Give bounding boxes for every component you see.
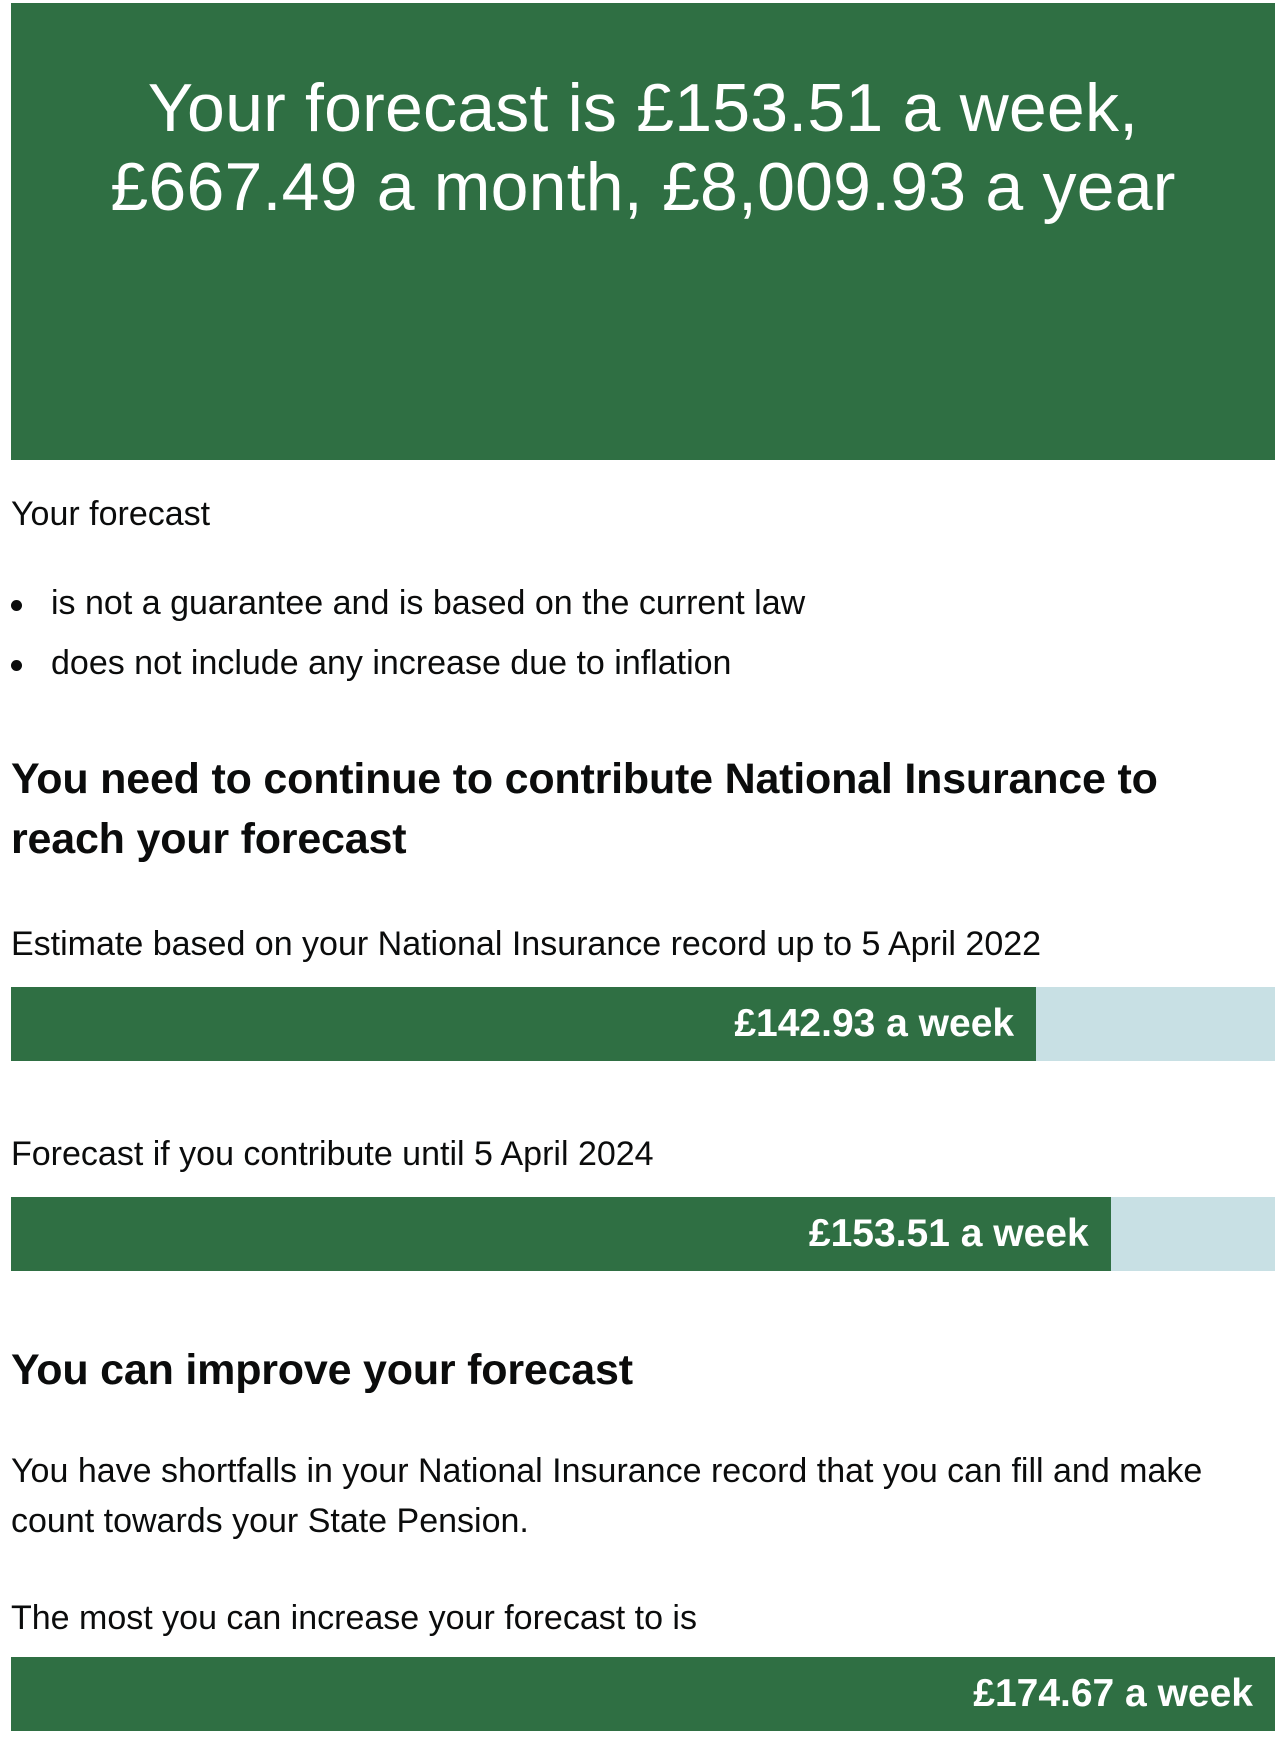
caveat-item: is not a guarantee and is based on the current law	[11, 583, 805, 623]
forecast-panel	[11, 3, 1275, 460]
forecast-summary-title: Your forecast is £153.51 a week, £667.49 a month, £8,009.93 a year	[110, 70, 1176, 225]
max-forecast-bar-fill: £174.67 a week	[11, 1657, 1275, 1731]
forecast-bar	[11, 1197, 1275, 1271]
estimate-label: Estimate based on your National Insurance record up to 5 April 2022	[11, 925, 1042, 963]
shortfalls-description: You have shortfalls in your National Insurance record that you can fill and make count towards your State Pension.	[11, 1452, 1203, 1540]
max-increase-label: The most you can increase your forecast to is	[11, 1599, 697, 1637]
caveat-item: does not include any increase due to inflation	[11, 643, 805, 683]
improve-forecast-heading: You can improve your forecast	[11, 1346, 633, 1394]
estimate-bar	[11, 987, 1275, 1061]
continue-contributing-heading: You need to continue to contribute National Insurance to reach your forecast	[11, 755, 1158, 863]
forecast-intro: Your forecast	[11, 495, 211, 533]
max-forecast-bar	[11, 1657, 1275, 1731]
forecast-label: Forecast if you contribute until 5 April 2024	[11, 1135, 654, 1173]
forecast-caveats-list	[11, 583, 805, 703]
estimate-bar-fill: £142.93 a week	[11, 987, 1036, 1061]
forecast-bar-fill: £153.51 a week	[11, 1197, 1111, 1271]
